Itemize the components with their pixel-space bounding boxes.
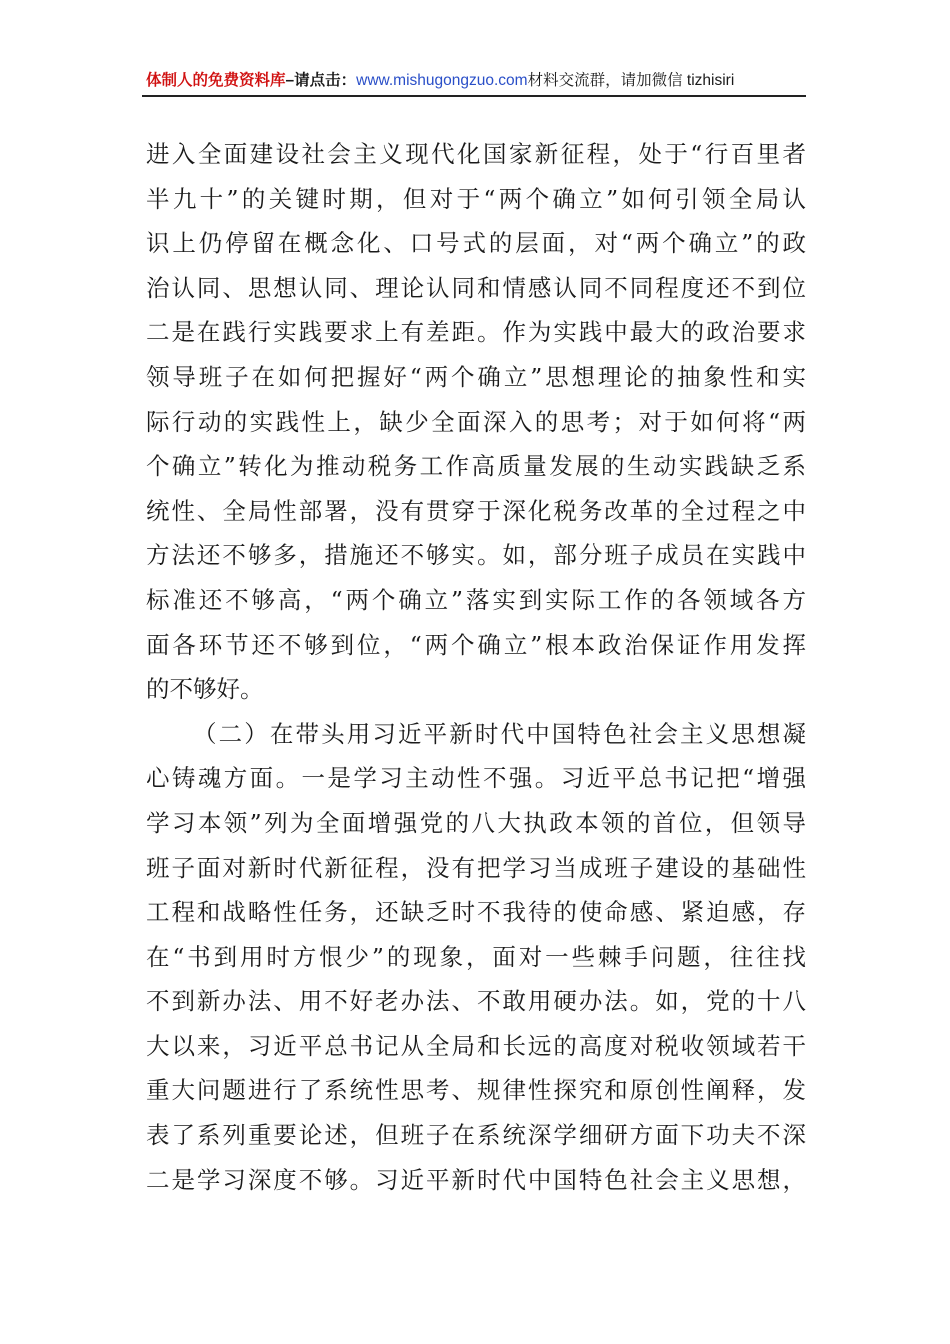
text-line: 治认同、思想认同、理论认同和情感认同不同程度还不到位 [146,273,806,302]
text-line: 在“书到用时方恨少”的现象，面对一些棘手问题，往往找 [146,942,806,971]
text-line: 班子面对新时代新征程，没有把学习当成班子建设的基础性 [146,853,806,882]
text-line: 表了系列重要论述，但班子在系统深学细研方面下功夫不深 [146,1121,806,1150]
text-line: 个确立”转化为推动税务工作高质量发展的生动实践缺乏系 [146,452,806,481]
text-line: 不到新办法、用不好老办法、不敢用硬办法。如，党的十八 [146,987,806,1016]
text-line: 重大问题进行了系统性思考、规律性探究和原创性阐释，发 [146,1076,806,1105]
header-prompt: –请点击： [285,72,357,89]
paragraph-end-line: 的不够好。 [146,675,264,704]
text-line: 统性、全局性部署，没有贯穿于深化税务改革的全过程之中 [146,496,806,525]
section-heading-line: （二）在带头用习近平新时代中国特色社会主义思想凝 [193,719,806,748]
body-text [146,132,806,1202]
page-header [146,68,806,94]
text-line: 二是在践行实践要求上有差距。作为实践中最大的政治要求 [146,318,806,347]
text-line: 标准还不够高，“两个确立”落实到实际工作的各领域各方 [146,585,806,614]
header-divider [142,95,806,97]
text-line: 大以来，习近平总书记从全局和长远的高度对税收领域若干 [146,1031,806,1060]
header-brand: 体制人的免费资料库 [146,72,286,89]
text-line: 际行动的实践性上，缺少全面深入的思考；对于如何将“两 [146,407,806,436]
text-line: 二是学习深度不够。习近平新时代中国特色社会主义思想， [146,1165,806,1194]
text-line: 领导班子在如何把握好“两个确立”思想理论的抽象性和实 [146,362,806,391]
text-line: 学习本领”列为全面增强党的八大执政本领的首位，但领导 [146,808,806,837]
header-url-link[interactable]: www.mishugongzuo.com [356,72,528,89]
text-line: 工程和战略性任务，还缺乏时不我待的使命感、紧迫感，存 [146,898,806,927]
text-line: 方法还不够多，措施还不够实。如，部分班子成员在实践中 [146,541,806,570]
text-line: 心铸魂方面。一是学习主动性不强。习近平总书记把“增强 [146,764,806,793]
text-line: 半九十”的关键时期，但对于“两个确立”如何引领全局认 [146,184,806,213]
text-line: 面各环节还不够到位，“两个确立”根本政治保证作用发挥 [146,630,806,659]
text-line: 进入全面建设社会主义现代化国家新征程，处于“行百里者 [146,140,806,168]
header-contact: 材料交流群，请加微信 tizhisiri [527,72,735,89]
text-line: 识上仍停留在概念化、口号式的层面，对“两个确立”的政 [146,229,806,258]
